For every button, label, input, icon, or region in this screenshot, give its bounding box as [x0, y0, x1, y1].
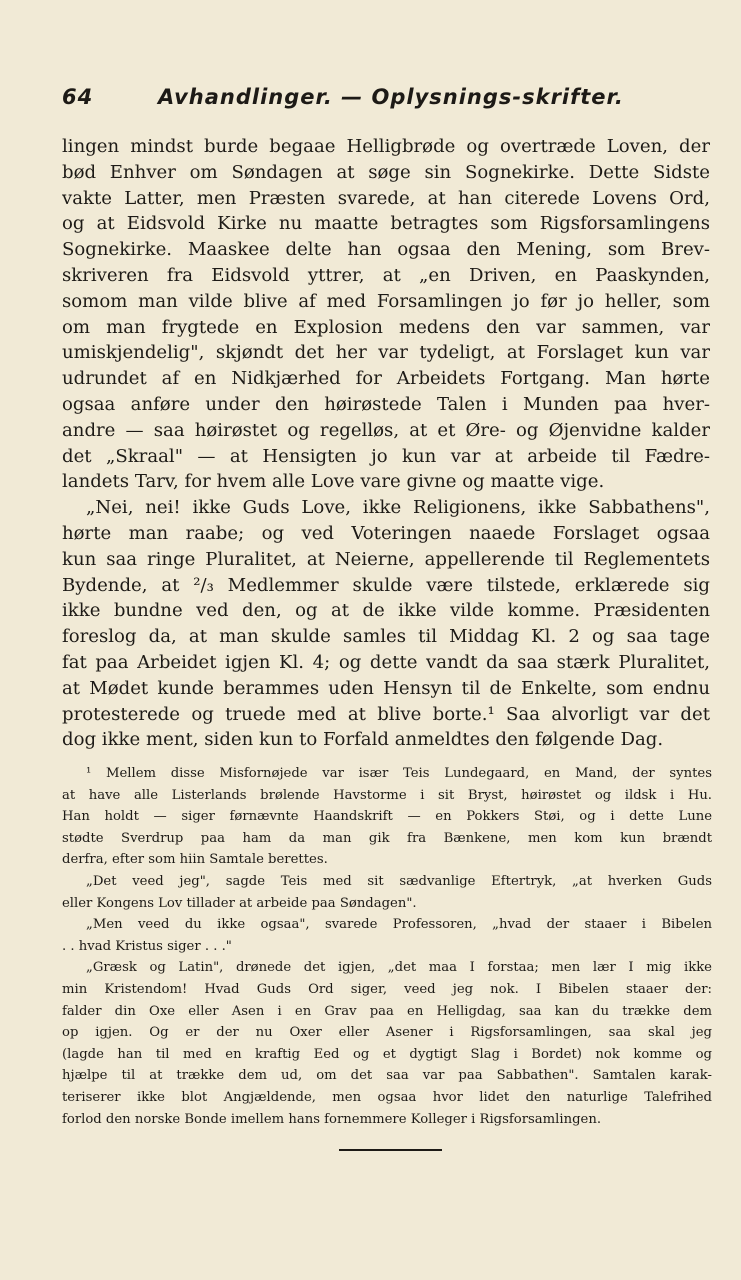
footnote-line: „Græsk og Latin", drønede det igjen, „det maa I forstaa; men lær I mig ikke — [86, 960, 712, 976]
footnote-line: forlod den norske Bonde imellem hans fornemmere Kolleger i Rigsforsamlingen. — [62, 1111, 602, 1127]
footnote-line: derfra, efter som hiin Samtale berettes. — [62, 852, 328, 868]
body-line: andre — saa høirøstet og regelløs, at et Øre- og Øjenvidne kalder — [62, 419, 710, 441]
footnote-line: falder din Oxe eller Asen i en Grav paa en Helligdag, saa kan du trække dem — [62, 1003, 712, 1019]
footnote-end-rule — [339, 1149, 442, 1151]
body-line: ikke bundne ved den, og at de ikke vilde komme. Præsidenten — [62, 600, 710, 622]
body-line: udrundet af en Nidkjærhed for Arbeidets Fortgang. Man hørte — [62, 368, 710, 390]
body-line: „Nei, nei! ikke Guds Love, ikke Religionens, ikke Sabbathens", — [86, 497, 710, 519]
footnote-line: stødte Sverdrup paa ham da man gik fra Bænkene, men kom kun brændt — [62, 830, 712, 846]
footnote-line: teriserer ikke blot Angjældende, men ogsaa hvor lidet den naturlige Talefrihed — [62, 1089, 712, 1105]
body-text — [62, 134, 710, 753]
body-line: om man frygtede en Explosion medens den var sammen, var — [62, 316, 710, 338]
footnote-line: Han holdt — siger førnævnte Haandskrift — en Pokkers Støi, og i dette Lune — [62, 809, 712, 825]
footnote-line: min Kristendom! Hvad Guds Ord siger, veed jeg nok. I Bibelen staaer der: — [62, 981, 712, 997]
body-line: kun saa ringe Pluralitet, at Neierne, appellerende til Reglementets — [62, 548, 710, 570]
body-line: vakte Latter, men Præsten svarede, at han citerede Lovens Ord, — [62, 187, 710, 209]
footnote-line: . . hvad Kristus siger . . ." — [62, 938, 232, 954]
running-title: Avhandlinger. — Oplysnings-skrifter. — [158, 85, 624, 109]
body-line: Bydende, at ²/₃ Medlemmer skulde være tilstede, erklærede sig — [62, 574, 710, 596]
footnote-line: „Det veed jeg", sagde Teis med sit sædvanlige Eftertryk, „at hverken Guds — [86, 873, 712, 889]
footnote-line: eller Kongens Lov tillader at arbeide paa Søndagen". — [62, 895, 417, 911]
body-line: og at Eidsvold Kirke nu maatte betragtes som Rigsforsamlingens — [62, 213, 710, 235]
body-line: foreslog da, at man skulde samles til Middag Kl. 2 og saa tage — [62, 626, 710, 648]
footnote-line: op igjen. Og er der nu Oxer eller Asener i Rigsforsamlingen, saa skal jeg — [62, 1025, 712, 1041]
body-line: Sognekirke. Maaskee delte han ogsaa den Mening, som Brev- — [62, 239, 710, 261]
footnote-line: „Men veed du ikke ogsaa", svarede Professoren, „hvad der staaer i Bibelen — [86, 917, 712, 933]
body-line: lingen mindst burde begaae Helligbrøde og overtræde Loven, der — [62, 136, 710, 157]
footnotes — [62, 763, 712, 1130]
body-line: somom man vilde blive af med Forsamlingen jo før jo heller, som — [62, 290, 710, 312]
body-line: landets Tarv, for hvem alle Love vare givne og maatte vige. — [62, 471, 605, 493]
page-number: 64 — [62, 85, 94, 109]
body-line: protesterede og truede med at blive borte.¹ Saa alvorligt var det — [62, 703, 710, 725]
running-head — [62, 82, 722, 112]
footnote-line: hjælpe til at trække dem ud, om det saa var paa Sabbathen". Samtalen karak- — [62, 1068, 712, 1084]
body-line: ogsaa anføre under den høirøstede Talen i Munden paa hver- — [62, 393, 710, 415]
footnote-line: ¹ Mellem disse Misfornøjede var især Teis Lundegaard, en Mand, der syntes — [86, 766, 712, 781]
body-line: det „Skraal" — at Hensigten jo kun var at arbeide til Fædre- — [62, 445, 710, 467]
body-line: hørte man raabe; og ved Voteringen naaede Forslaget ogsaa — [62, 522, 710, 544]
body-line: dog ikke ment, siden kun to Forfald anmeldtes den følgende Dag. — [62, 729, 664, 751]
body-line: skriveren fra Eidsvold yttrer, at „en Driven, en Paaskynden, — [62, 264, 710, 286]
body-line: at Mødet kunde berammes uden Hensyn til de Enkelte, som endnu — [62, 677, 710, 699]
footnote-line: at have alle Listerlands brølende Havstorme i sit Bryst, høirøstet og ildsk i Hu. — [62, 787, 712, 803]
body-line: bød Enhver om Søndagen at søge sin Sognekirke. Dette Sidste — [62, 161, 710, 183]
body-line: fat paa Arbeidet igjen Kl. 4; og dette vandt da saa stærk Pluralitet, — [62, 651, 710, 673]
footnote-line: (lagde han til med en kraftig Eed og et dygtigt Slag i Bordet) nok komme og — [62, 1046, 712, 1062]
body-line: umiskjendelig", skjøndt det her var tydeligt, at Forslaget kun var — [62, 342, 710, 364]
